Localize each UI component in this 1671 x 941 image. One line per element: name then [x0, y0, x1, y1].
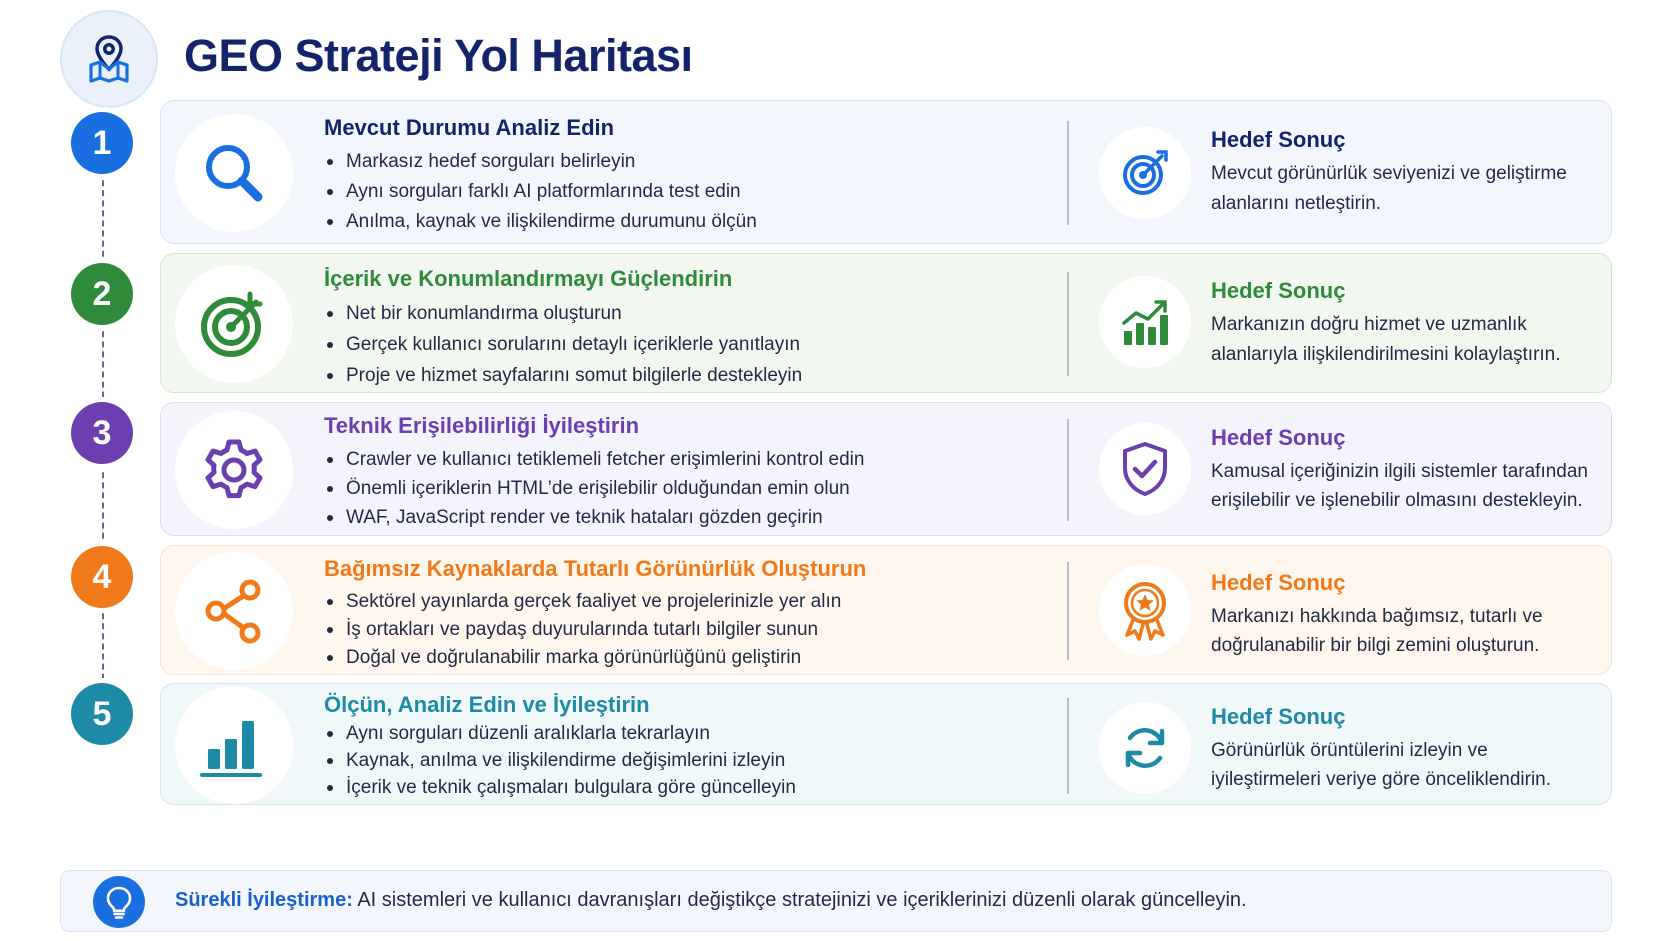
- page-title: GEO Strateji Yol Haritası: [184, 30, 693, 81]
- list-item: Net bir konumlandırma oluşturun: [324, 298, 1071, 329]
- list-item: İçerik ve teknik çalışmaları bulgulara göre güncelleyin: [324, 774, 1071, 801]
- result-text: Markanızın doğru hizmet ve uzmanlık alanlarıyla ilişkilendirilmesini kolaylaştırın.: [1211, 314, 1561, 365]
- result-title: Hedef Sonuç: [1211, 127, 1346, 152]
- step-card-1: [160, 100, 1612, 244]
- step-card-3: [160, 402, 1612, 536]
- share-icon: [175, 552, 293, 670]
- refresh-icon: [1099, 702, 1191, 794]
- divider: [1067, 121, 1069, 225]
- step-number-5: 5: [71, 683, 133, 745]
- lightbulb-icon: [93, 876, 145, 928]
- step-card-2: [160, 253, 1612, 393]
- footer-text: [175, 889, 1247, 912]
- divider: [1067, 419, 1069, 521]
- result-title: Hedef Sonuç: [1211, 278, 1346, 303]
- divider: [1067, 562, 1069, 660]
- list-item: Proje ve hizmet sayfalarını somut bilgilerle destekleyin: [324, 360, 1071, 391]
- list-item: Sektörel yayınlarda gerçek faaliyet ve projelerinizle yer alın: [324, 588, 1071, 616]
- footer-body: AI sistemleri ve kullanıcı davranışları değiştikçe stratejinizi ve içeriklerinizi düzenli olarak güncelleyin.: [352, 889, 1247, 911]
- result-text: Kamusal içeriğinizin ilgili sistemler tarafından erişilebilir ve işlenebilir olmasını destekleyin.: [1211, 461, 1588, 511]
- list-item: Anılma, kaynak ve ilişkilendirme durumunu ölçün: [324, 207, 1071, 237]
- result-title: Hedef Sonuç: [1211, 704, 1346, 729]
- result-text: Mevcut görünürlük seviyenizi ve geliştirme alanlarını netleştirin.: [1211, 163, 1567, 214]
- step-number-2: 2: [71, 263, 133, 325]
- target-icon: [1099, 127, 1191, 219]
- list-item: Markasız hedef sorguları belirleyin: [324, 147, 1071, 177]
- result-text: Markanızı hakkında bağımsız, tutarlı ve doğrulanabilir bir bilgi zemini oluşturun.: [1211, 606, 1543, 656]
- step-items: [324, 298, 1071, 391]
- step-items: [324, 588, 1071, 672]
- step-title: İçerik ve Konumlandırmayı Güçlendirin: [324, 266, 733, 291]
- step-title: Bağımsız Kaynaklarda Tutarlı Görünürlük Oluşturun: [324, 556, 867, 581]
- footer-note: [60, 870, 1612, 932]
- list-item: Aynı sorguları farklı AI platformlarında test edin: [324, 177, 1071, 207]
- step-card-4: [160, 545, 1612, 675]
- step-title: Teknik Erişilebilirliği İyileştirin: [324, 413, 640, 438]
- divider: [1067, 698, 1069, 794]
- result-title: Hedef Sonuç: [1211, 570, 1346, 595]
- bar-chart-icon: [175, 686, 293, 804]
- step-items: [324, 147, 1071, 237]
- magnifier-icon: [175, 114, 293, 232]
- list-item: Gerçek kullanıcı sorularını detaylı içeriklerle yanıtlayın: [324, 329, 1071, 360]
- list-item: Doğal ve doğrulanabilir marka görünürlüğünü geliştirin: [324, 644, 1071, 672]
- gear-icon: [175, 411, 293, 529]
- list-item: Önemli içeriklerin HTML’de erişilebilir olduğundan emin olun: [324, 474, 1071, 503]
- step-title: Ölçün, Analiz Edin ve İyileştirin: [324, 692, 650, 717]
- step-title: Mevcut Durumu Analiz Edin: [324, 115, 615, 140]
- award-ribbon-icon: [1099, 564, 1191, 656]
- result-title: Hedef Sonuç: [1211, 425, 1346, 450]
- result-text: Görünürlük örüntülerini izleyin ve iyileştirmeleri veriye göre önceliklendirin.: [1211, 740, 1552, 790]
- step-items: [324, 445, 1071, 532]
- target-arrow-icon: [175, 265, 293, 383]
- divider: [1067, 272, 1069, 376]
- growth-chart-icon: [1099, 276, 1191, 368]
- map-pin-icon: [60, 10, 158, 108]
- step-number-3: 3: [71, 402, 133, 464]
- list-item: WAF, JavaScript render ve teknik hataları gözden geçirin: [324, 503, 1071, 532]
- list-item: Aynı sorguları düzenli aralıklarla tekrarlayın: [324, 720, 1071, 747]
- step-number-1: 1: [71, 112, 133, 174]
- footer-label: Sürekli İyileştirme:: [175, 889, 353, 911]
- step-number-4: 4: [71, 546, 133, 608]
- shield-check-icon: [1099, 423, 1191, 515]
- step-card-5: [160, 683, 1612, 805]
- step-items: [324, 720, 1071, 801]
- list-item: Crawler ve kullanıcı tetiklemeli fetcher erişimlerini kontrol edin: [324, 445, 1071, 474]
- list-item: İş ortakları ve paydaş duyurularında tutarlı bilgiler sunun: [324, 616, 1071, 644]
- list-item: Kaynak, anılma ve ilişkilendirme değişimlerini izleyin: [324, 747, 1071, 774]
